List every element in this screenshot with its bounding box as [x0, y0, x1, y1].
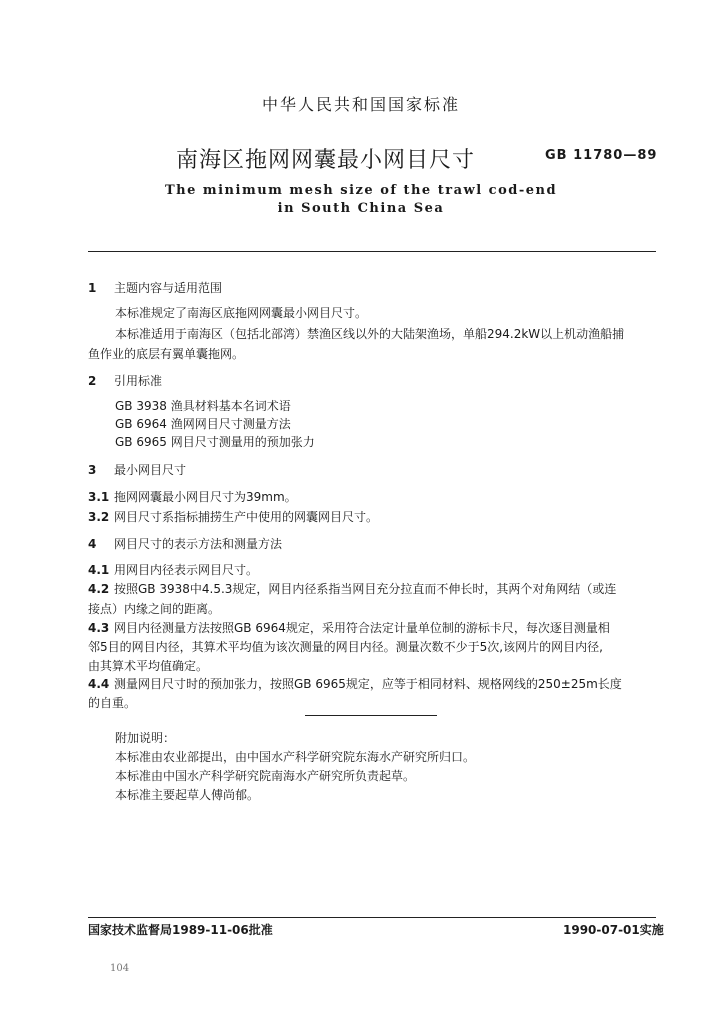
clause-4-3-line3: 由其算术平均值确定。 — [88, 659, 209, 673]
title-chinese: 南海区拖网网囊最小网目尺寸 — [176, 148, 476, 173]
clause-4-4-number: 4.4 — [88, 677, 110, 691]
section-1-number: 1 — [88, 281, 97, 295]
section-1-para-1: 本标准规定了南海区底拖网网囊最小网目尺寸。 — [115, 306, 368, 320]
clause-4-2-text: 按照GB 3938中4.5.3规定，网目内径系指当网目充分拉直而不伸长时，其两个对角网结（或连 — [114, 582, 617, 596]
clause-4-4-line2: 的自重。 — [88, 696, 137, 710]
reference-item: GB 3938 渔具材料基本名词术语 — [115, 399, 291, 413]
notes-divider — [305, 715, 437, 716]
section-3-number: 3 — [88, 463, 97, 477]
clause-4-1-number: 4.1 — [88, 563, 110, 577]
section-2-title: 引用标准 — [114, 374, 163, 388]
approval-date: 国家技术监督局1989-11-06批准 — [88, 923, 273, 937]
section-4-heading — [88, 535, 282, 552]
clause-4-3-line2: 邻5目的网目内径，其算术平均值为该次测量的网目内径。测量次数不少于5次,该网片的网目内径, — [88, 640, 603, 654]
section-1-para-2-line2: 鱼作业的底层有翼单囊拖网。 — [88, 347, 245, 361]
bottom-divider — [88, 917, 656, 918]
standard-type: 中华人民共和国国家标准 — [261, 95, 460, 114]
section-3-heading — [88, 461, 186, 478]
note-line: 本标准由农业部提出，由中国水产科学研究院东海水产研究所归口。 — [115, 750, 476, 764]
note-line: 本标准由中国水产科学研究院南海水产研究所负责起草。 — [115, 769, 416, 783]
section-1-heading — [88, 279, 222, 296]
clause-3-2-number: 3.2 — [88, 510, 110, 524]
title-english-line2: in South China Sea — [277, 201, 445, 216]
clause-4-4-line1 — [88, 675, 622, 692]
clause-4-3-number: 4.3 — [88, 621, 110, 635]
page-number: 104 — [110, 963, 130, 974]
section-2-heading — [88, 372, 162, 389]
section-4-title: 网目尺寸的表示方法和测量方法 — [114, 537, 283, 551]
top-divider — [88, 251, 656, 252]
clause-4-2-line2: 接点）内缘之间的距离。 — [88, 602, 221, 616]
clause-3-2-text: 网目尺寸系指标捕捞生产中使用的网囊网目尺寸。 — [114, 510, 379, 524]
notes-heading: 附加说明： — [115, 731, 176, 745]
clause-4-1-text: 用网目内径表示网目尺寸。 — [114, 563, 259, 577]
section-1-title: 主题内容与适用范围 — [114, 281, 223, 295]
effective-date: 1990-07-01实施 — [563, 923, 664, 937]
section-2-number: 2 — [88, 374, 97, 388]
clause-3-2 — [88, 508, 378, 525]
clause-4-3-line1 — [88, 619, 610, 636]
clause-4-2-line1 — [88, 580, 616, 597]
clause-3-1 — [88, 488, 297, 505]
clause-3-1-number: 3.1 — [88, 490, 110, 504]
reference-item: GB 6964 渔网网目尺寸测量方法 — [115, 417, 291, 431]
note-line: 本标准主要起草人傅尚郁。 — [115, 788, 260, 802]
standard-code: GB 11780—89 — [545, 148, 658, 163]
title-english-line1: The minimum mesh size of the trawl cod-end — [164, 183, 558, 198]
clause-4-1 — [88, 561, 258, 578]
clause-4-4-text: 测量网目尺寸时的预加张力，按照GB 6965规定，应等于相同材料、规格网线的250±25m长度 — [114, 677, 622, 691]
section-1-para-2-line1: 本标准适用于南海区（包括北部湾）禁渔区线以外的大陆架渔场，单船294.2kW以上机动渔船捕 — [115, 327, 625, 341]
reference-item: GB 6965 网目尺寸测量用的预加张力 — [115, 435, 315, 449]
section-3-title: 最小网目尺寸 — [114, 463, 187, 477]
clause-4-2-number: 4.2 — [88, 582, 110, 596]
clause-3-1-text: 拖网网囊最小网目尺寸为39mm。 — [114, 490, 297, 504]
section-4-number: 4 — [88, 537, 97, 551]
clause-4-3-text: 网目内径测量方法按照GB 6964规定，采用符合法定计量单位制的游标卡尺，每次逐目测量相 — [114, 621, 610, 635]
